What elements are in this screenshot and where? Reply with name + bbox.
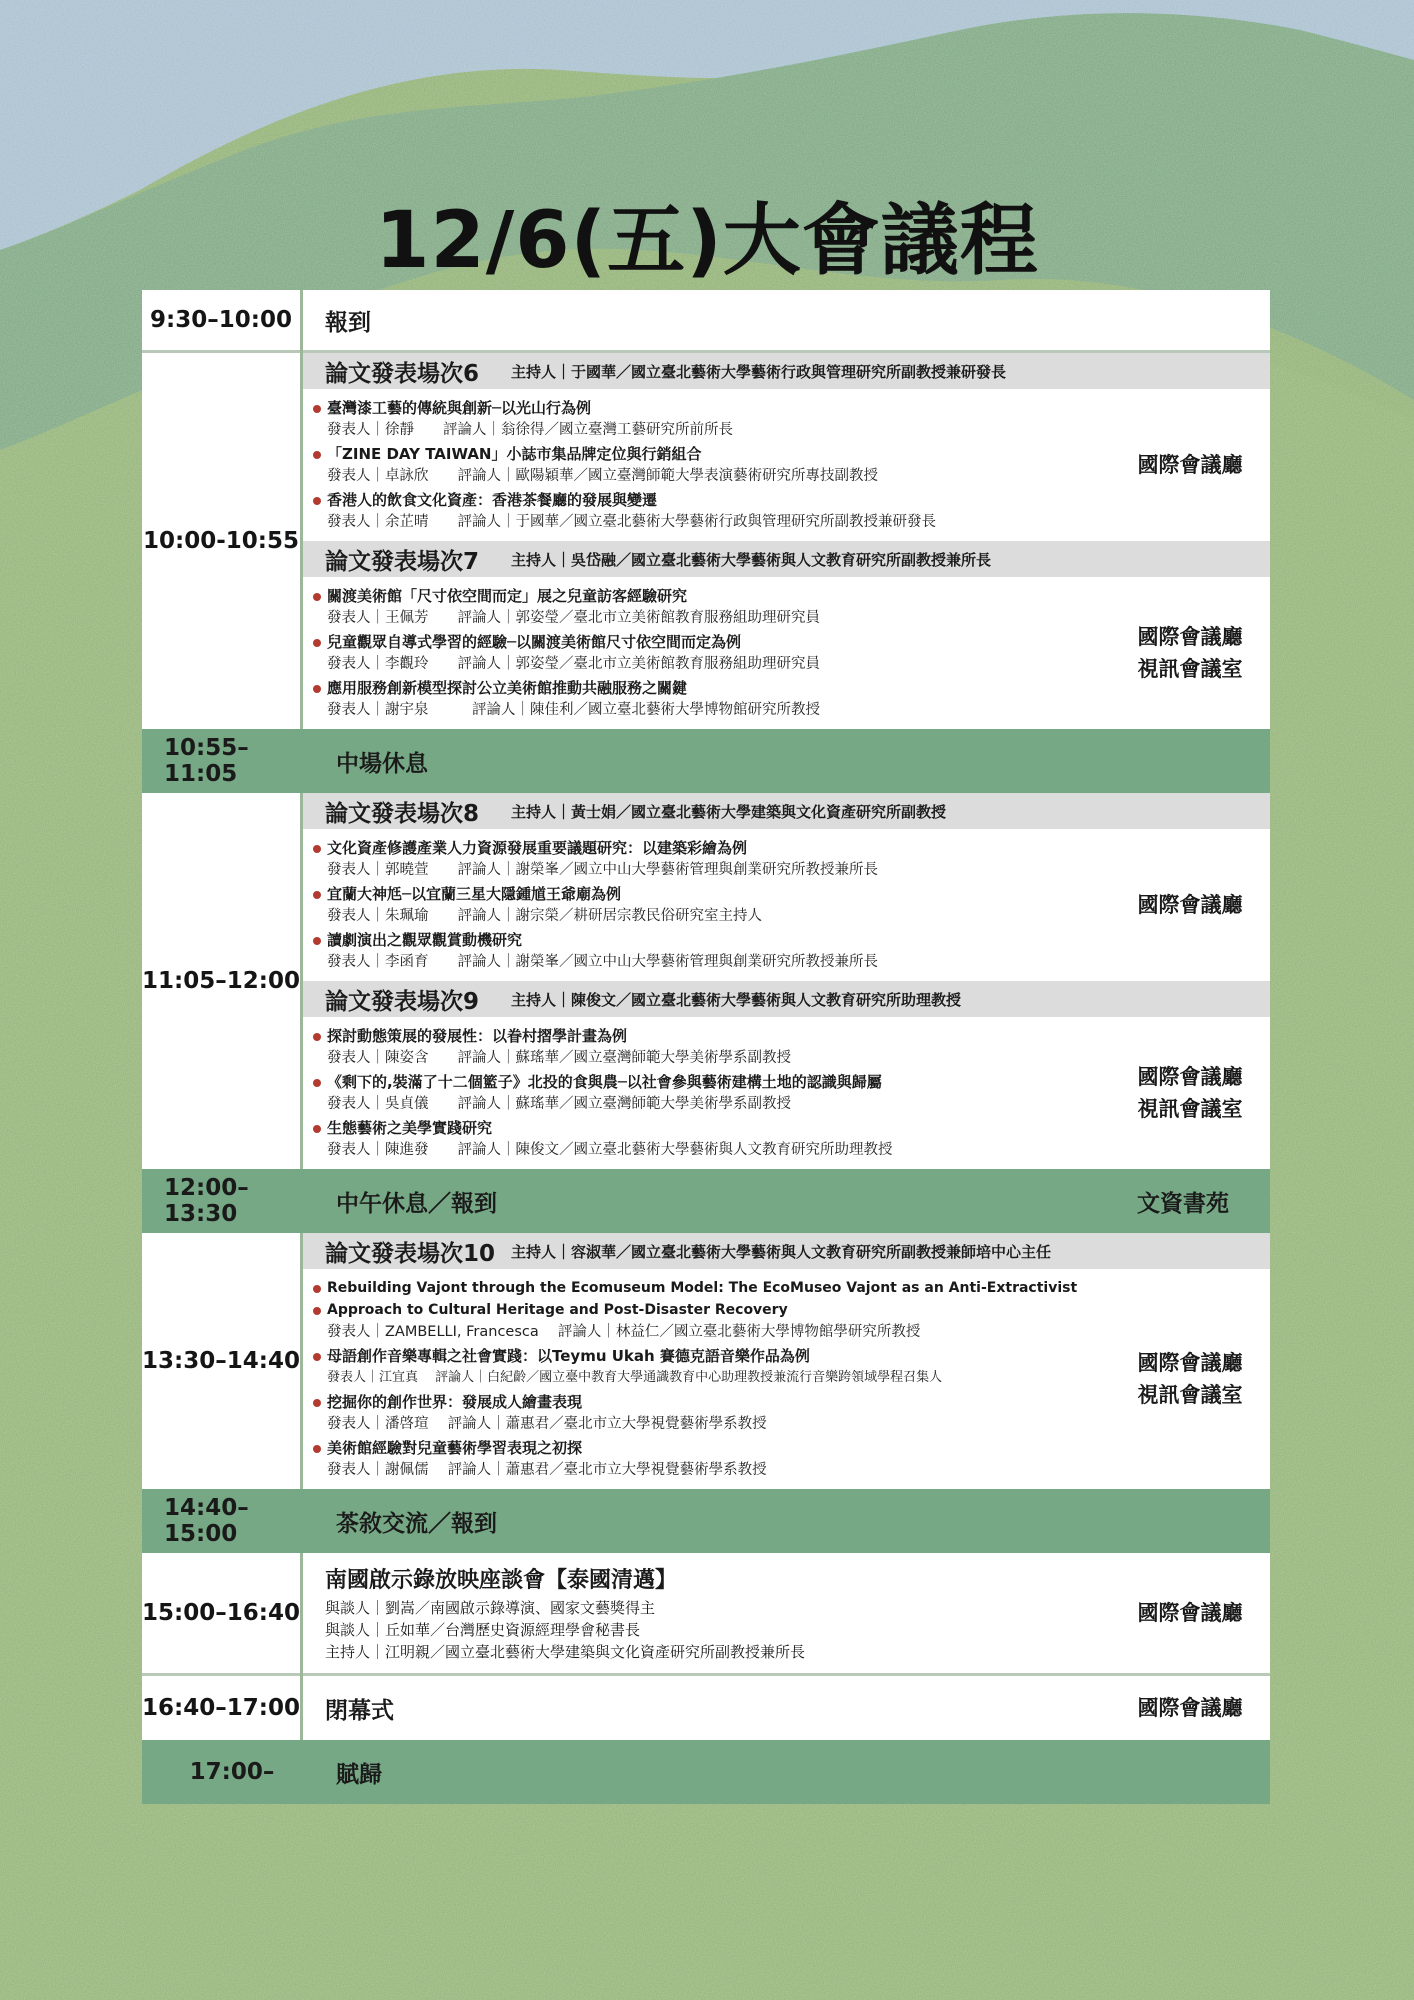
session-title: 論文發表場次9 [325, 988, 480, 1015]
list-item: 與談人｜丘如華／台灣歷史資源經理學會秘書長 [325, 1621, 641, 1639]
session-title: 論文發表場次7 [325, 548, 480, 575]
venue-label: 國際會議廳 [1137, 893, 1243, 917]
session-host: 主持人｜黃士娟／國立臺北藝術大學建築與文化資產研究所副教授 [511, 802, 947, 821]
time-cell: 17:00– [189, 1759, 275, 1785]
row-session-block-1 [142, 352, 1270, 730]
venue-label: 國際會議廳 [1137, 1696, 1243, 1720]
time-cell: 10:55–11:05 [164, 735, 249, 787]
paper-list [303, 829, 1110, 981]
paper-list [303, 389, 1110, 541]
list-item: 挖掘你的創作世界：發展成人繪畫表現 發表人｜潘啓瑄 評論人｜蕭惠君／臺北市立大學視覺藝術學系教授 [313, 1391, 1110, 1435]
page-title: 12/6(五)大會議程 [375, 196, 1039, 286]
row-closing [142, 1675, 1270, 1741]
venue-label: 國際會議廳 視訊會議室 [1137, 1351, 1243, 1407]
list-item: 《剩下的,裝滿了十二個籃子》北投的食與農─以社會參與藝術建構土地的認識與歸屬 發表人｜吳貞儀 評論人｜蘇瑤華／國立臺灣師範大學美術學系副教授 [313, 1071, 1110, 1115]
list-item: 香港人的飲食文化資產：香港茶餐廳的發展與變遷 發表人｜余芷晴 評論人｜于國華／國立臺北藝術大學藝術行政與管理研究所副教授兼研發長 [313, 489, 1110, 533]
session-host: 主持人｜吳岱融／國立臺北藝術大學藝術與人文教育研究所副教授兼所長 [511, 550, 992, 569]
list-item: 主持人｜江明親／國立臺北藝術大學建築與文化資產研究所副教授兼所長 [325, 1643, 806, 1661]
time-cell: 11:05–12:00 [142, 793, 302, 1169]
venue-label: 文資書苑 [1137, 1190, 1229, 1217]
time-cell: 14:40–15:00 [164, 1495, 249, 1547]
break-label: 中場休息 [336, 750, 428, 777]
list-item: 兒童觀眾自導式學習的經驗─以關渡美術館尺寸依空間而定為例 發表人｜李觀玲 評論人｜郭姿瑩／臺北市立美術館教育服務組助理研究員 [313, 631, 1110, 675]
session-6-header [303, 353, 1270, 389]
venue-label: 國際會議廳 [1137, 453, 1243, 477]
end-label: 賦歸 [336, 1761, 382, 1788]
time-cell: 13:30–14:40 [142, 1233, 302, 1489]
lunch-label: 中午休息／報到 [336, 1190, 497, 1217]
session-8-header [303, 793, 1270, 829]
list-item: 讀劇演出之觀眾觀賞動機研究 發表人｜李函育 評論人｜謝榮峯／國立中山大學藝術管理與創業研究所教授兼所長 [313, 929, 1110, 973]
paper-list [303, 1017, 1110, 1169]
time-cell: 10:00-10:55 [142, 352, 302, 730]
list-item: 生態藝術之美學實踐研究 發表人｜陳進發 評論人｜陳俊文／國立臺北藝術大學藝術與人文教育研究所助理教授 [313, 1117, 1110, 1161]
time-cell: 15:00–16:40 [142, 1553, 302, 1675]
session-7-header [303, 541, 1270, 577]
row-forum [142, 1553, 1270, 1675]
session-title: 論文發表場次10 [325, 1240, 496, 1267]
session-10-header [303, 1233, 1270, 1269]
venue-label: 國際會議廳 [1137, 1601, 1243, 1625]
paper-list [303, 577, 1110, 729]
list-item: 應用服務創新模型探討公立美術館推動共融服務之關鍵 發表人｜謝宇泉 評論人｜陳佳利／國立臺北藝術大學博物館研究所教授 [313, 677, 1110, 721]
row-checkin [142, 290, 1270, 352]
list-item: 關渡美術館「尺寸依空間而定」展之兒童訪客經驗研究 發表人｜王佩芳 評論人｜郭姿瑩／臺北市立美術館教育服務組助理研究員 [313, 585, 1110, 629]
row-session-block-2 [142, 793, 1270, 1169]
session-host: 主持人｜容淑華／國立臺北藝術大學藝術與人文教育研究所副教授兼師培中心主任 [511, 1242, 1052, 1261]
venue-label: 國際會議廳 視訊會議室 [1137, 625, 1243, 681]
time-cell: 12:00–13:30 [164, 1175, 249, 1227]
paper-title-cont: Approach to Cultural Heritage and Post-Disaster Recovery [313, 1299, 1110, 1321]
list-item: 與談人｜劉嵩／南國啟示錄導演、國家文藝獎得主 [325, 1599, 656, 1617]
forum-title: 南國啟示錄放映座談會【泰國清邁】 [325, 1568, 678, 1593]
list-item: 文化資產修護產業人力資源發展重要議題研究：以建築彩繪為例 發表人｜郭曉萱 評論人｜謝榮峯／國立中山大學藝術管理與創業研究所教授兼所長 [313, 837, 1110, 881]
list-item: 母語創作音樂專輯之社會實踐：以Teymu Ukah 賽德克語音樂作品為例 發表人｜江宜真 評論人｜白紀齡／國立臺中教育大學通識教育中心助理教授兼流行音樂跨領域學程召集人 [313, 1345, 1110, 1389]
row-lunch [142, 1169, 1270, 1233]
row-session-block-3 [142, 1233, 1270, 1489]
time-cell: 16:40–17:00 [142, 1675, 302, 1741]
row-break [142, 729, 1270, 793]
session-title: 論文發表場次6 [325, 360, 480, 387]
forum-details [303, 1553, 1110, 1673]
list-item: 「ZINE DAY TAIWAN」小誌市集品牌定位與行銷組合 發表人｜卓詠欣 評論人｜歐陽穎華／國立臺灣師範大學表演藝術研究所專技副教授 [313, 443, 1110, 487]
session-host: 主持人｜于國華／國立臺北藝術大學藝術行政與管理研究所副教授兼研發長 [511, 362, 1007, 381]
session-title: 論文發表場次8 [325, 800, 480, 827]
tea-label: 茶敘交流／報到 [336, 1510, 497, 1537]
venue-label: 國際會議廳 視訊會議室 [1137, 1065, 1243, 1121]
session-host: 主持人｜陳俊文／國立臺北藝術大學藝術與人文教育研究所助理教授 [511, 990, 962, 1009]
row-end [142, 1740, 1270, 1804]
list-item: 美術館經驗對兒童藝術學習表現之初探 發表人｜謝佩儒 評論人｜蕭惠君／臺北市立大學視覺藝術學系教授 [313, 1437, 1110, 1481]
list-item: 臺灣漆工藝的傳統與創新─以光山行為例 發表人｜徐靜 評論人｜翁徐得／國立臺灣工藝研究所前所長 [313, 397, 1110, 441]
row-tea-break [142, 1489, 1270, 1553]
paper-list [303, 1269, 1110, 1489]
closing-label: 閉幕式 [325, 1697, 394, 1724]
time-cell: 9:30–10:00 [142, 290, 302, 352]
list-item: 探討動態策展的發展性：以眷村摺學計畫為例 發表人｜陳姿含 評論人｜蘇瑤華／國立臺灣師範大學美術學系副教授 [313, 1025, 1110, 1069]
checkin-label: 報到 [325, 309, 371, 336]
list-item: Rebuilding Vajont through the Ecomuseum Model: The EcoMuseo Vajont as an Anti-Extractivist Approach to Cultural Heritage and Post-Disaster Recovery 發表人｜ZAMBELLI, Francesca 評論人｜林益仁／國立臺北藝術大學博物館學研究所教授 [313, 1277, 1110, 1343]
schedule-table [142, 290, 1270, 1804]
session-9-header [303, 981, 1270, 1017]
list-item: 宜蘭大神尪─以宜蘭三星大隱鍾馗王爺廟為例 發表人｜朱珮瑜 評論人｜謝宗榮／耕研居宗教民俗研究室主持人 [313, 883, 1110, 927]
